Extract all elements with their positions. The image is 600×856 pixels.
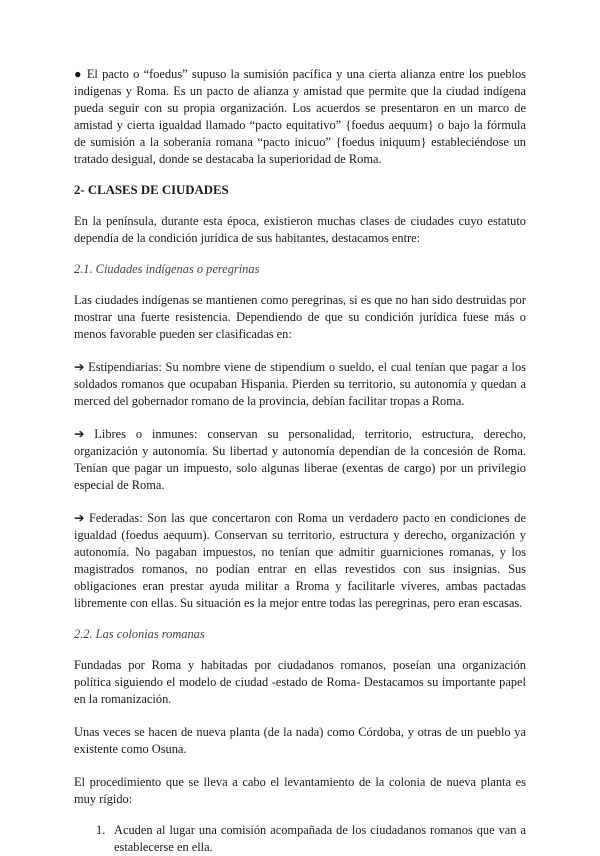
numbered-list: [74, 822, 526, 856]
paragraph-colonias-intro: Fundadas por Roma y habitadas por ciudadanos romanos, poseían una organización política siguiendo el modelo de ciudad -estado de Roma- Destacamos su importante papel en la romanización.: [74, 658, 526, 706]
list-item: [96, 822, 526, 856]
bullet-estipendiarias: ➔ Estipendiarias: Su nombre viene de stipendium o sueldo, el cual tenían que pagar a los soldados romanos que ocupaban Hispania. Pierden su territorio, su autonomía y quedan a merced del gobernador romano de la provincia, debían facilitar tropas a Roma.: [74, 360, 526, 408]
paragraph-peregrinas-intro: Las ciudades indígenas se mantienen como peregrinas, si es que no han sido destruidas por mostrar una fuerte resistencia. Dependiendo de que su condición jurídica fuese más o menos favorable pueden ser clasificadas en:: [74, 293, 526, 341]
list-item-text: Acuden al lugar una comisión acompañada de los ciudadanos romanos que van a establecerse en ella.: [114, 823, 526, 854]
subheading-colonias-romanas: 2.2. Las colonias romanas: [74, 627, 205, 641]
list-item-number: 1.: [96, 823, 106, 837]
section-heading-clases-de-ciudades: 2- CLASES DE CIUDADES: [74, 183, 229, 197]
paragraph-nueva-planta: Unas veces se hacen de nueva planta (de la nada) como Córdoba, y otras de un pueblo ya existente como Osuna.: [74, 725, 526, 756]
bullet-federadas: ➔ Federadas: Son las que concertaron con Roma un verdadero pacto en condiciones de igualdad (foedus aequum). Conservan su territorio, estructura y derecho, organización y autonomía. No pagaban impuestos, no tenían que admitir guarniciones romanas, y los magistrados romanos, no podían entrar en ellas revestidos con sus insignias. Sus obligaciones eran prestar ayuda militar a Rroma y facilitarle víveres, ambas pactadas libremente con ellas. Su situación es la mejor entre todas las peregrinas, pero eran escasas.: [74, 511, 526, 610]
paragraph-procedimiento: El procedimiento que se lleva a cabo el levantamiento de la colonia de nueva planta es muy rígido:: [74, 775, 526, 806]
bullet-libres-inmunes: ➔ Libres o inmunes: conservan su personalidad, territorio, estructura, derecho, organización y autonomía. Su libertad y autonomía dependían de la concesión de Roma. Tenían que pagar un impuesto, solo algunas liberae (exentas de cargo) por un privilegio especial de Roma.: [74, 427, 526, 492]
paragraph-section-intro: En la península, durante esta época, existieron muchas clases de ciudades cuyo estatuto dependía de la condición jurídica de sus habitantes, destacamos entre:: [74, 214, 526, 245]
subheading-ciudades-indigenas: 2.1. Ciudades indígenas o peregrinas: [74, 262, 260, 276]
paragraph-foedus: ● El pacto o “foedus” supuso la sumisión pacífica y una cierta alianza entre los pueblos indígenas y Roma. Es un pacto de alianza y amistad que permite que la ciudad indígena pueda seguir con su propia organización. Los acuerdos se presentaron en un marco de amistad y cierta igualdad llamado “pacto equitativo” {foedus aequum} o bajo la fórmula de sumisión a la soberanía romana “pacto inicuo” {foedus iniquum} estableciéndose un tratado desigual, donde se destacaba la superioridad de Roma.: [74, 67, 526, 166]
